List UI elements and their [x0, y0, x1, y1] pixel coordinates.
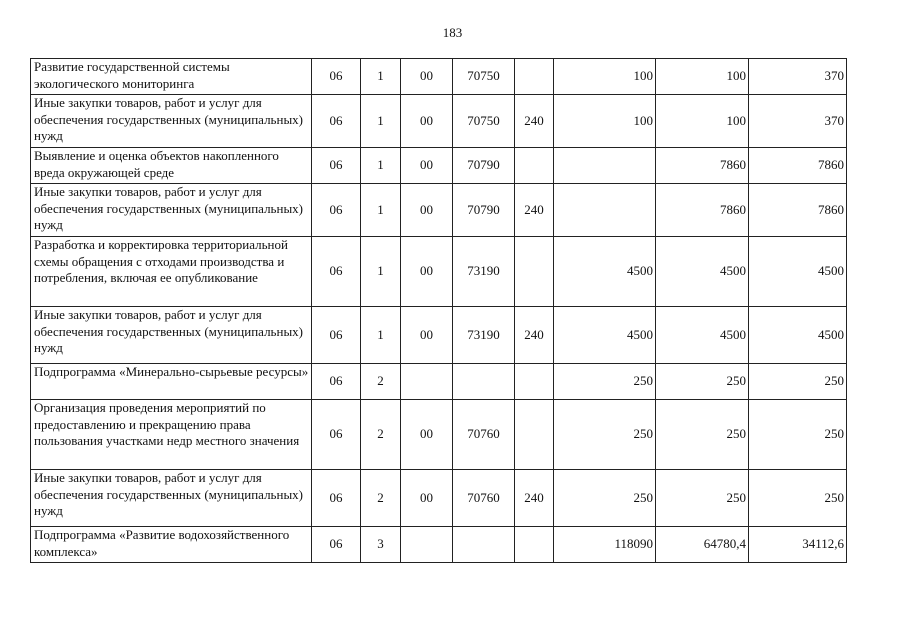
- amount-year-2: 100: [656, 95, 749, 148]
- table-row: [31, 184, 847, 237]
- group-code: 00: [401, 148, 453, 184]
- amount-year-3: 370: [749, 95, 847, 148]
- section-code: 06: [312, 307, 361, 364]
- subprogram-code: 1: [361, 307, 401, 364]
- amount-year-1: 250: [554, 400, 656, 470]
- expense-type-code: [515, 400, 554, 470]
- amount-year-1: [554, 148, 656, 184]
- target-code: [453, 527, 515, 563]
- section-code: 06: [312, 400, 361, 470]
- target-code: 73190: [453, 307, 515, 364]
- amount-year-2: 7860: [656, 184, 749, 237]
- amount-year-2: 4500: [656, 307, 749, 364]
- amount-year-2: 7860: [656, 148, 749, 184]
- amount-year-2: 100: [656, 59, 749, 95]
- subprogram-code: 1: [361, 237, 401, 307]
- expense-type-code: [515, 148, 554, 184]
- amount-year-1: 100: [554, 59, 656, 95]
- subprogram-code: 1: [361, 95, 401, 148]
- subprogram-code: 2: [361, 470, 401, 527]
- target-code: 70790: [453, 148, 515, 184]
- group-code: 00: [401, 59, 453, 95]
- table-row: [31, 364, 847, 400]
- expense-type-code: [515, 364, 554, 400]
- target-code: 70760: [453, 470, 515, 527]
- subprogram-code: 1: [361, 148, 401, 184]
- amount-year-3: 34112,6: [749, 527, 847, 563]
- amount-year-3: 7860: [749, 148, 847, 184]
- table-body: [31, 59, 847, 563]
- amount-year-1: [554, 184, 656, 237]
- section-code: 06: [312, 470, 361, 527]
- amount-year-3: 7860: [749, 184, 847, 237]
- section-code: 06: [312, 95, 361, 148]
- table-row: [31, 148, 847, 184]
- item-name: Разработка и корректировка территориальной схемы обращения с отходами производства и потребления, включая ее опубликование: [31, 237, 312, 307]
- subprogram-code: 2: [361, 400, 401, 470]
- amount-year-2: 250: [656, 470, 749, 527]
- item-name: Выявление и оценка объектов накопленного вреда окружающей среде: [31, 148, 312, 184]
- amount-year-1: 4500: [554, 237, 656, 307]
- expense-type-code: 240: [515, 470, 554, 527]
- item-name: Иные закупки товаров, работ и услуг для обеспечения государственных (муниципальных) нужд: [31, 95, 312, 148]
- target-code: 70790: [453, 184, 515, 237]
- amount-year-3: 4500: [749, 307, 847, 364]
- amount-year-3: 250: [749, 364, 847, 400]
- expense-type-code: 240: [515, 184, 554, 237]
- table-row: [31, 527, 847, 563]
- amount-year-2: 64780,4: [656, 527, 749, 563]
- item-name: Иные закупки товаров, работ и услуг для обеспечения государственных (муниципальных) нужд: [31, 184, 312, 237]
- expense-type-code: 240: [515, 307, 554, 364]
- group-code: [401, 364, 453, 400]
- target-code: 70750: [453, 95, 515, 148]
- subprogram-code: 1: [361, 59, 401, 95]
- group-code: 00: [401, 184, 453, 237]
- amount-year-3: 370: [749, 59, 847, 95]
- section-code: 06: [312, 364, 361, 400]
- subprogram-code: 3: [361, 527, 401, 563]
- expense-type-code: [515, 59, 554, 95]
- item-name: Подпрограмма «Развитие водохозяйственного комплекса»: [31, 527, 312, 563]
- target-code: 70750: [453, 59, 515, 95]
- target-code: 70760: [453, 400, 515, 470]
- section-code: 06: [312, 148, 361, 184]
- budget-table: [30, 58, 847, 563]
- amount-year-3: 250: [749, 470, 847, 527]
- section-code: 06: [312, 59, 361, 95]
- amount-year-2: 4500: [656, 237, 749, 307]
- amount-year-1: 250: [554, 470, 656, 527]
- table-row: [31, 400, 847, 470]
- target-code: 73190: [453, 237, 515, 307]
- item-name: Подпрограмма «Минерально-сырьевые ресурсы»: [31, 364, 312, 400]
- section-code: 06: [312, 237, 361, 307]
- amount-year-1: 250: [554, 364, 656, 400]
- amount-year-3: 4500: [749, 237, 847, 307]
- section-code: 06: [312, 527, 361, 563]
- group-code: 00: [401, 95, 453, 148]
- amount-year-3: 250: [749, 400, 847, 470]
- table-row: [31, 95, 847, 148]
- section-code: 06: [312, 184, 361, 237]
- item-name: Иные закупки товаров, работ и услуг для обеспечения государственных (муниципальных) нужд: [31, 307, 312, 364]
- table-row: [31, 59, 847, 95]
- expense-type-code: [515, 237, 554, 307]
- group-code: 00: [401, 470, 453, 527]
- page-number: 183: [442, 25, 463, 40]
- amount-year-2: 250: [656, 364, 749, 400]
- target-code: [453, 364, 515, 400]
- item-name: Развитие государственной системы экологического мониторинга: [31, 59, 312, 95]
- group-code: 00: [401, 307, 453, 364]
- amount-year-1: 118090: [554, 527, 656, 563]
- amount-year-1: 4500: [554, 307, 656, 364]
- subprogram-code: 1: [361, 184, 401, 237]
- expense-type-code: 240: [515, 95, 554, 148]
- table-row: [31, 470, 847, 527]
- subprogram-code: 2: [361, 364, 401, 400]
- group-code: 00: [401, 400, 453, 470]
- table-row: [31, 237, 847, 307]
- amount-year-1: 100: [554, 95, 656, 148]
- item-name: Организация проведения мероприятий по предоставлению и прекращению права пользования участками недр местного значения: [31, 400, 312, 470]
- table-row: [31, 307, 847, 364]
- amount-year-2: 250: [656, 400, 749, 470]
- group-code: 00: [401, 237, 453, 307]
- expense-type-code: [515, 527, 554, 563]
- group-code: [401, 527, 453, 563]
- item-name: Иные закупки товаров, работ и услуг для обеспечения государственных (муниципальных) нужд: [31, 470, 312, 527]
